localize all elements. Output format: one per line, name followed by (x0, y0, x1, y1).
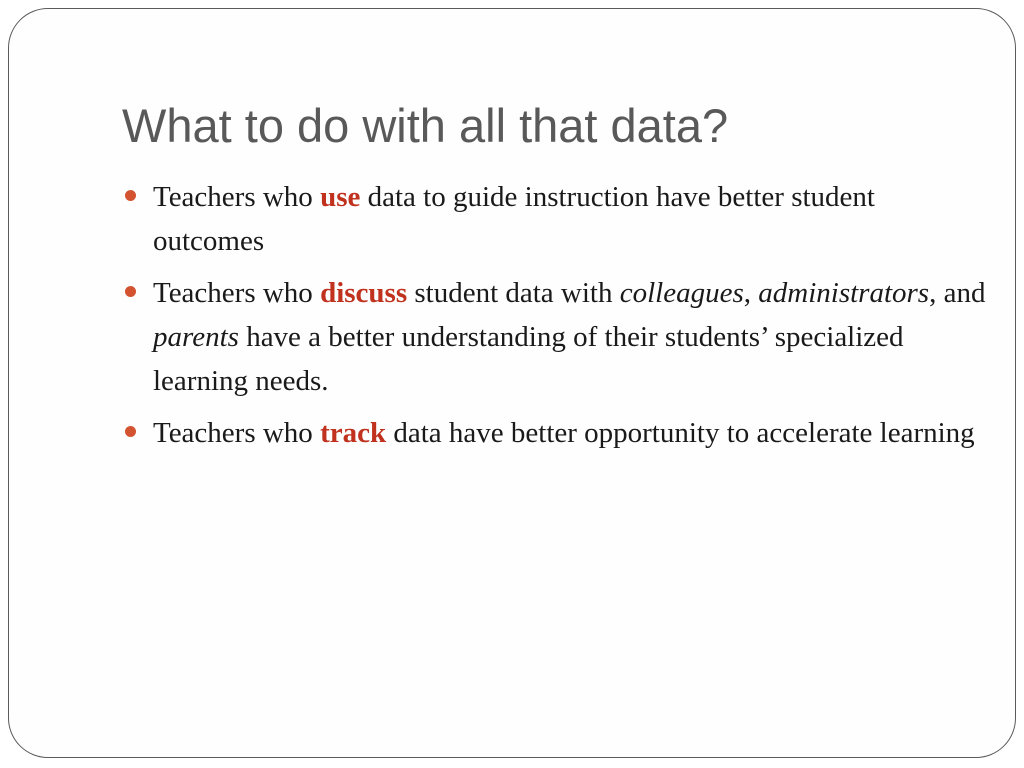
italic-word: parents (153, 321, 239, 353)
bullet-text: data to guide instruction have better student outcomes (153, 181, 875, 257)
bullet-dot-icon (125, 426, 136, 437)
bullet-item (153, 411, 993, 455)
bullet-item (153, 175, 993, 263)
slide (8, 8, 1016, 758)
bullet-text: have a better understanding of their students’ specialized learning needs. (153, 321, 904, 397)
bullet-text: student data with (407, 277, 620, 309)
bullet-item (153, 271, 993, 403)
highlight-word: discuss (320, 277, 408, 309)
bullet-text: Teachers who (153, 417, 321, 449)
bullet-dot-icon (125, 190, 136, 201)
bullet-list (153, 175, 993, 463)
highlight-word: track (320, 417, 387, 449)
bullet-text: , (743, 277, 759, 309)
italic-word: colleagues (619, 277, 744, 309)
bullet-text: Teachers who (153, 181, 321, 213)
bullet-dot-icon (125, 286, 136, 297)
italic-word: administrators (758, 277, 930, 309)
bullet-text: Teachers who (153, 277, 321, 309)
highlight-word: use (320, 181, 361, 213)
bullet-text: , and (929, 277, 986, 309)
slide-title: What to do with all that data? (122, 99, 729, 152)
bullet-text: data have better opportunity to accelerate learning (386, 417, 975, 449)
